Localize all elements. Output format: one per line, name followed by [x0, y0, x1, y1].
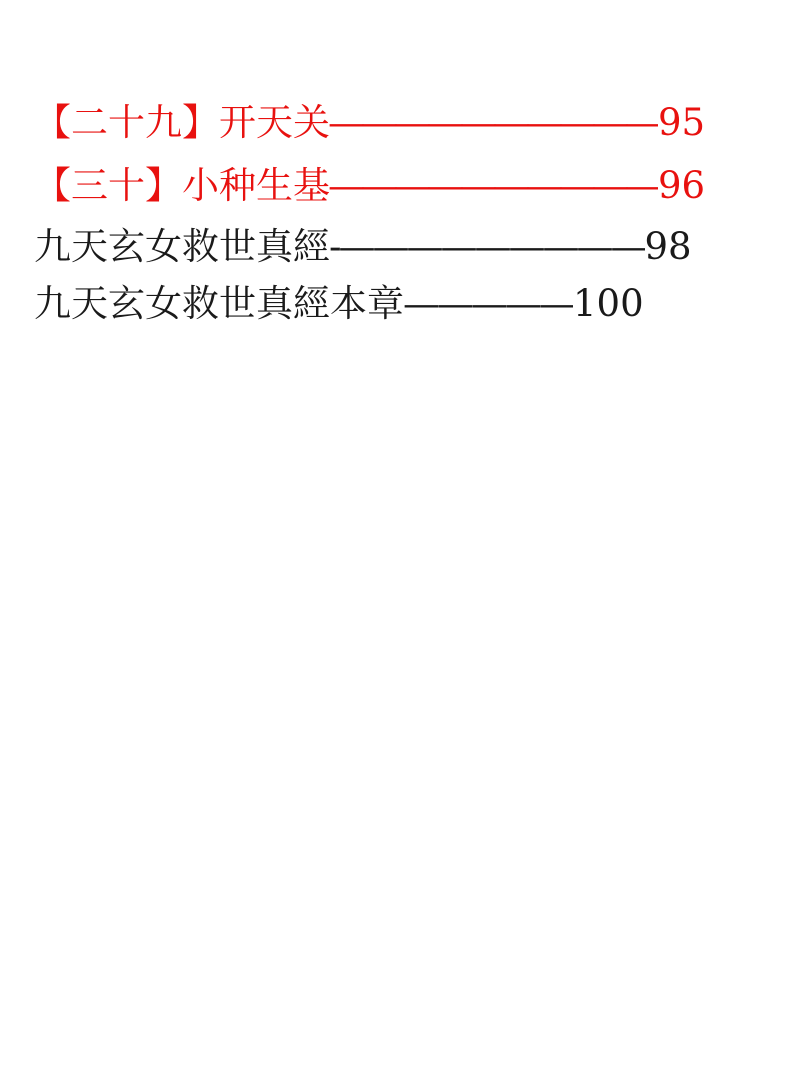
toc-entry-title: 【二十九】开天关 — [34, 101, 330, 144]
toc-entry[interactable] — [34, 101, 734, 144]
toc-entry-leader: -————————— — [329, 228, 645, 265]
toc-entry[interactable] — [34, 164, 734, 207]
table-of-contents — [34, 101, 734, 325]
toc-entry-page-number: 98 — [644, 225, 692, 268]
toc-entry[interactable] — [34, 282, 734, 325]
toc-entry-leader: —————————— — [328, 167, 658, 204]
toc-entry[interactable] — [34, 225, 734, 268]
toc-entry-page-number: 95 — [658, 101, 706, 144]
toc-entry-leader: ————— — [403, 285, 573, 322]
toc-entry-page-number: 100 — [573, 282, 644, 325]
toc-entry-title: 【三十】小种生基 — [34, 164, 330, 207]
toc-entry-page-number: 96 — [658, 164, 706, 207]
toc-entry-title: 九天玄女救世真經 — [34, 225, 330, 268]
toc-entry-leader: —————————— — [328, 104, 658, 141]
toc-entry-title: 九天玄女救世真經本章 — [34, 282, 404, 325]
